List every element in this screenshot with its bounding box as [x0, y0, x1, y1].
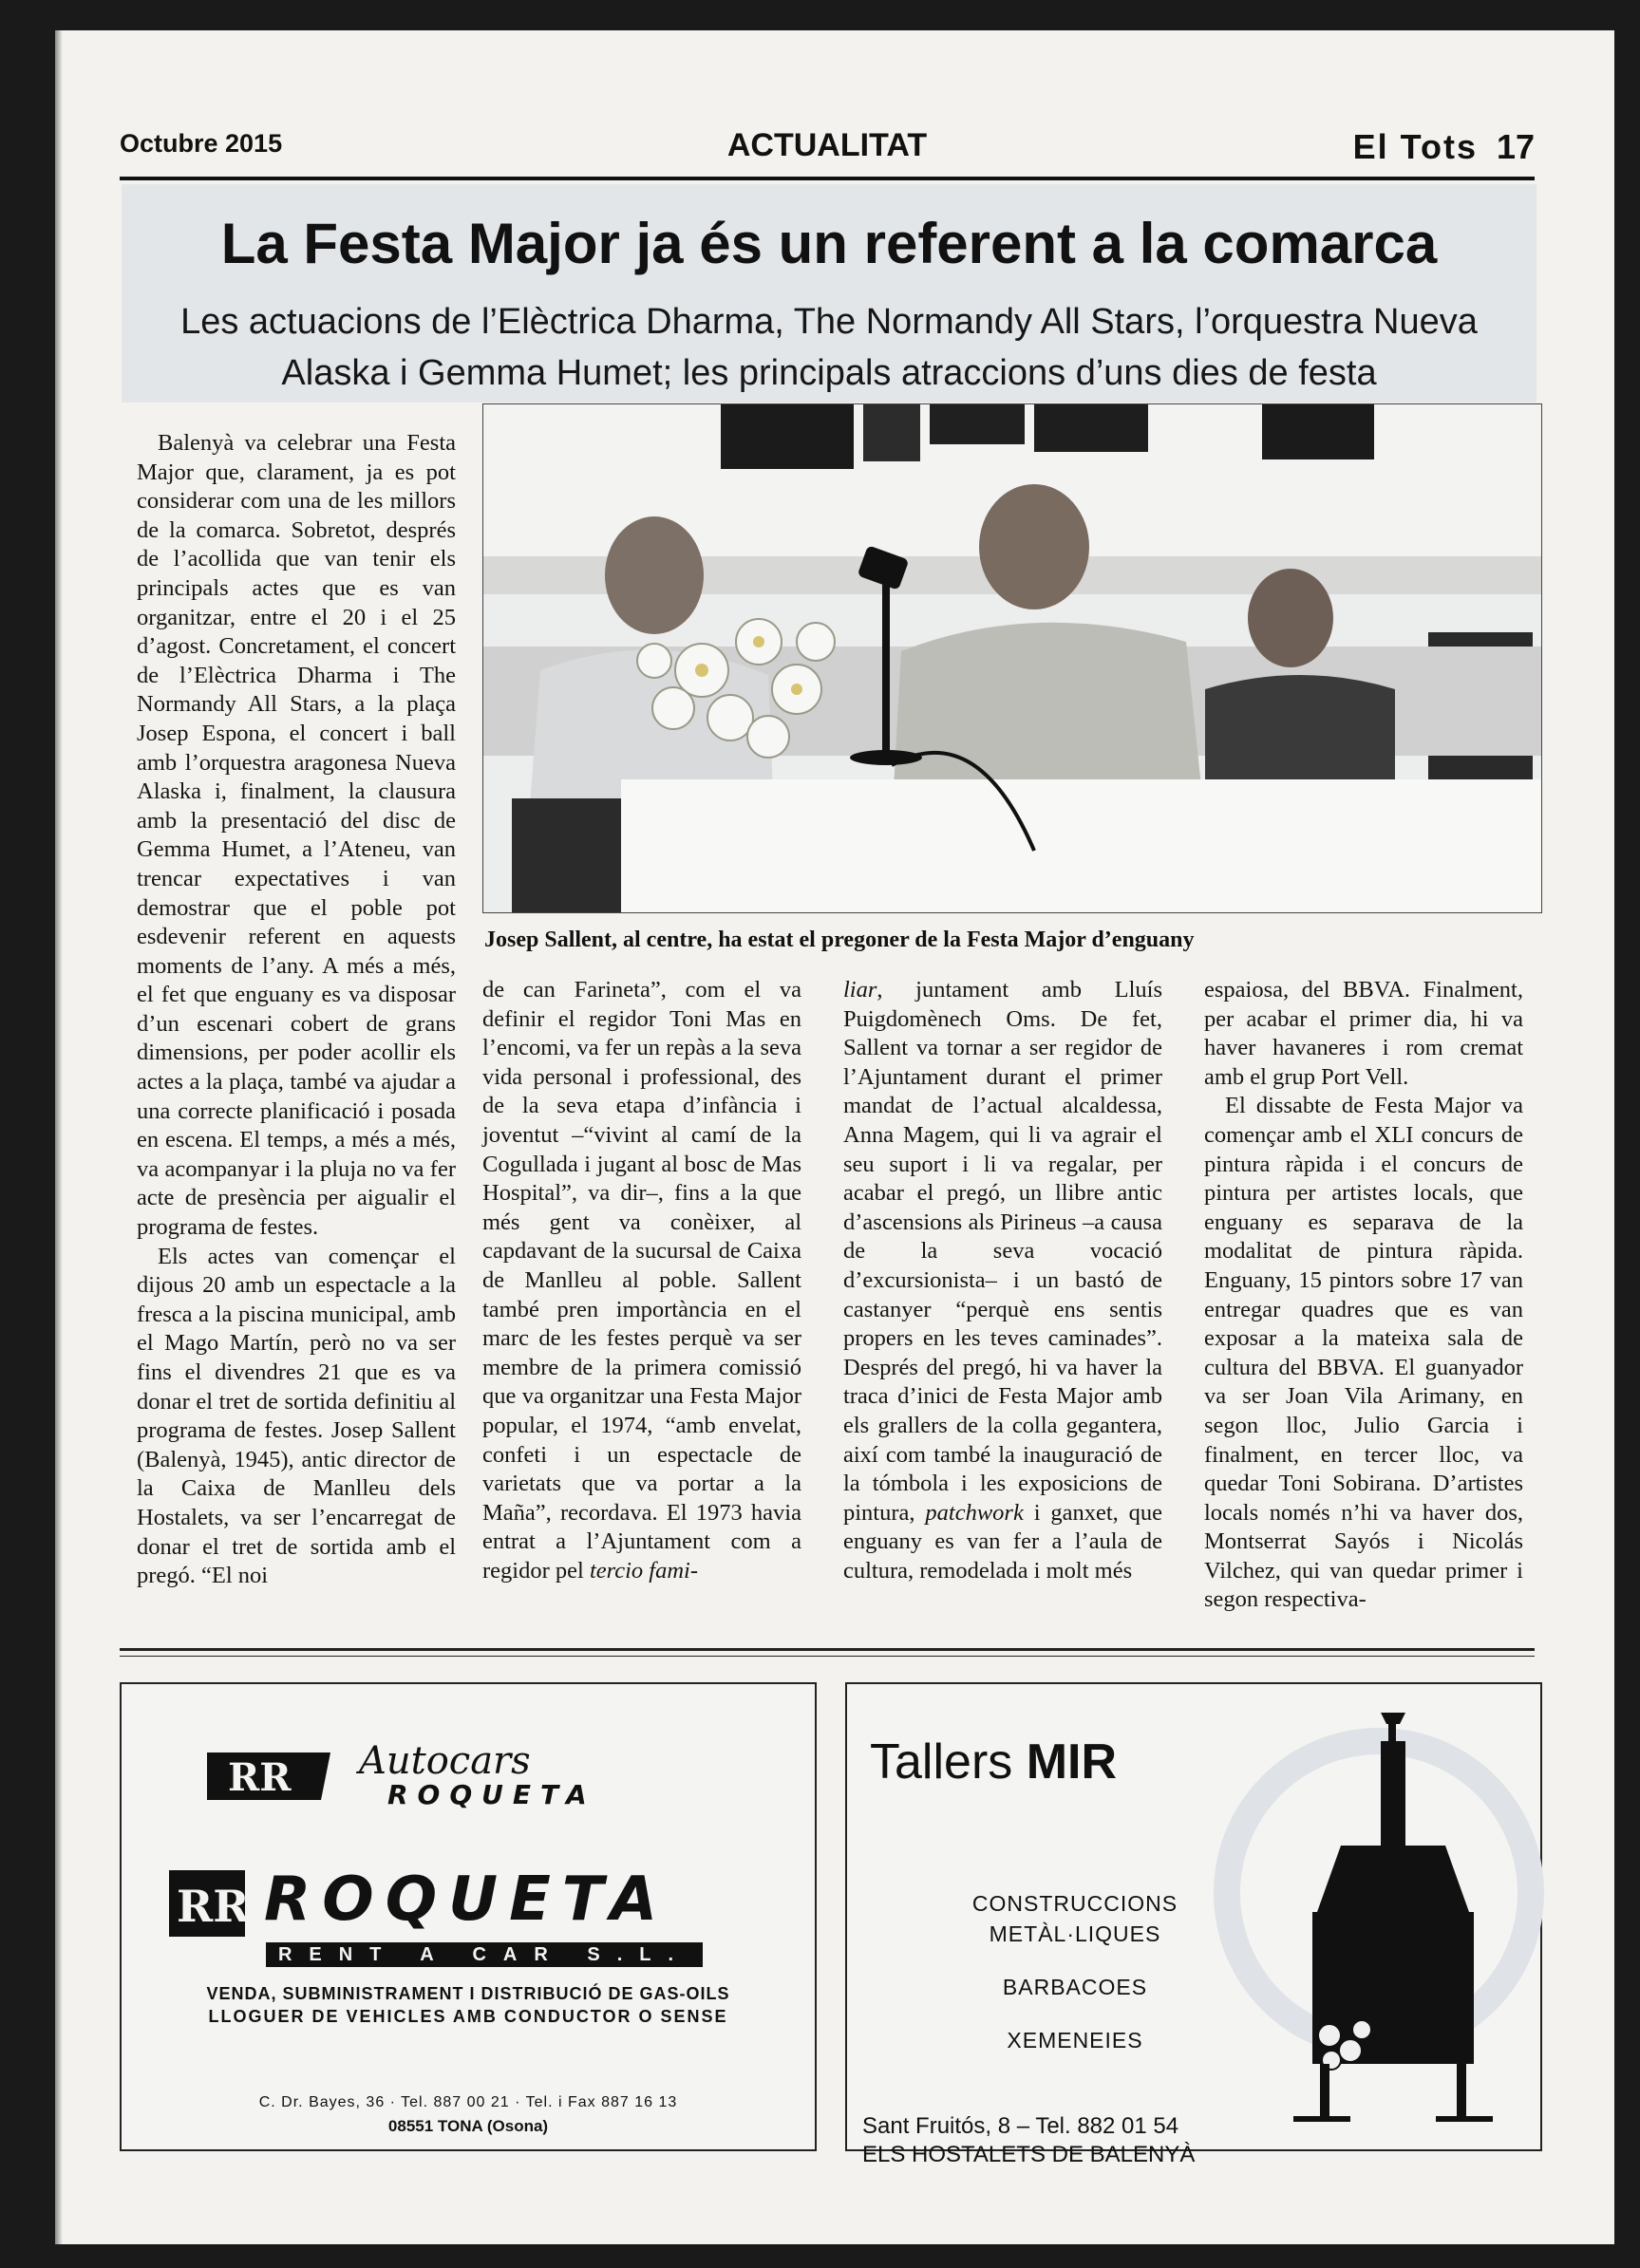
article-paragraph: Balenyà va celebrar una Festa Major que, clarament, ja es pot considerar com una de les millors de la comarca. Sobretot, després de l’acollida que van tenir els principals actes que es van organitzar, entre el 20 i el 25 d’agost. Concretament, el concert de l’Elèctrica Dharma i The Normandy All Stars, a la plaça Josep Espona, el concert i ball amb l’orquestra aragonesa Nueva Alaska i, finalment, la clausura amb la presentació del disc de Gemma Humet, a l’Ateneu, van trencar expectatives i van demostrar que el poble pot esdevenir referent en aquests moments de l’any. A més a més, el fet que enguany es va disposar d’un escenari cobert de grans dimensions, per poder acollir els actes a la plaça, també va ajudar a una correcte planificació i posada en escena. El temps, a més a més, va acompanyar i la pluja no va fer acte de presència per aigualir el programa de festes. — [137, 430, 456, 1241]
title-block — [122, 184, 1536, 403]
article-paragraph: El dissabte de Festa Major va començar amb el XLI concurs de pintura ràpida i el concurs de pintura per artistes locals, que enguany es separava de la modalitat de pintura ràpida. Enguany, 15 pintors sobre 17 van entregar quadres que es van exposar a la mateixa sala de cultura del BBVA. El guanyador va ser Joan Vila Arimany, en segon lloc, Julio Garcia i finalment, en tercer lloc, va quedar Toni Sobirana. D’artistes locals només n’hi va haver dos, Montserrat Sayós i Nicolás Vilchez, qui van quedar primer i segon respectiva- — [1204, 1093, 1523, 1613]
logo-name-small: ROQUETA — [387, 1779, 596, 1810]
article-paragraph: espaiosa, del BBVA. Finalment, per acabar el primer dia, hi va haver havaneres i rom cremat amb el grup Port Vell. — [1204, 977, 1523, 1090]
ad-service-line-2: LLOGUER DE VEHICLES AMB CONDUCTOR O SENSE — [208, 2007, 728, 2026]
press-conference-illustration — [483, 404, 1541, 912]
article-end-rule-thin — [120, 1656, 1535, 1657]
page-number: 17 — [1496, 127, 1535, 166]
article-column-2 — [482, 976, 801, 1652]
article-text: , juntament amb Lluís Puigdomènech Oms. De fet, Sallent va tornar a ser regidor de l’Ajuntament durant el primer mandat de l’actual alcaldessa, Anna Magem, qui li va agrair el seu suport i li va regalar, per acabar el pregó, un llibre antic d’ascensions als Pirineus –a causa de la seva vocació d’excursionista– i un bastó de castanyer “perquè ens sentis propers en les teves caminades”. Després del pregó, hi va haver la traca d’inici de Festa Major amb els grallers de la colla gegantera, així com també la inauguració de la tómbola i les exposicions de pintura, — [843, 977, 1162, 1526]
rent-a-car-band: RENT A CAR S.L. — [266, 1942, 703, 1967]
ad-title — [870, 1734, 1117, 1790]
ad-title-light: Tallers — [870, 1734, 1013, 1790]
article-photo — [482, 403, 1542, 913]
article-italic-text: tercio fami- — [589, 1557, 699, 1584]
article-text: de can Farineta”, com el va definir el regidor Toni Mas en l’encomi, va fer un repàs a la seva vida personal i professional, des de la seva etapa d’infància i joventut –“vivint al camí de la Cogullada i jugant al bosc de Mas Hospital”, va dir–, fins a la que més gent va conèixer, al capdavant de la sucursal de Caixa de Manlleu al poble. Sallent també pren importància en el marc de les festes perquè va ser membre de la primera comissió que va organitzar una Festa Major popular, el 1974, “amb envelat, confeti i un espectacle de varietats que va portar a la Maña”, recordava. El 1973 havia entrat a l’Ajuntament com a regidor pel — [482, 977, 801, 1584]
roqueta-rent-a-car-logo — [169, 1853, 758, 1939]
autocars-roqueta-logo — [207, 1739, 701, 1808]
header-rule — [120, 177, 1535, 180]
ad-address: Sant Fruitós, 8 – Tel. 882 01 54 — [862, 2113, 1179, 2139]
article-column-3 — [843, 976, 1162, 1652]
article-paragraph — [843, 976, 1162, 1585]
page-header — [120, 89, 1535, 173]
publication-name: El Tots — [1352, 127, 1478, 166]
article-italic-text: liar — [843, 977, 877, 1003]
article-paragraph: Els actes van començar el dijous 20 amb un espectacle a la fresca a la piscina municipal, amb el Mago Martín, però no va ser fins el divendres 21 que es va donar el tret de sortida definitiu al programa de festes. Josep Sallent (Balenyà, 1945), antic director de la Caixa de Manlleu dels Hostalets, va ser l’encarregat de donar el tret de sortida amb el pregó. “El noi — [137, 1243, 456, 1589]
ad-city: 08551 TONA (Osona) — [387, 2117, 549, 2135]
barbecue-grill-icon — [1293, 1713, 1502, 2130]
magazine-page — [55, 30, 1614, 2244]
article-end-rule — [120, 1648, 1535, 1651]
subheadline: Les actuacions de l’Elèctrica Dharma, The Normandy All Stars, l’orquestra Nueva Alaska i Gemma Humet; les principals atraccions d’uns dies de festa — [180, 302, 1478, 393]
svg-text:RR: RR — [177, 1881, 250, 1932]
article-italic-text: patchwork — [925, 1499, 1024, 1526]
ad-service-metalliques: METÀL·LIQUES — [989, 1921, 1161, 1946]
ad-title-bold: MIR — [1026, 1734, 1118, 1790]
article-text: i ganxet, que enguany es van fer a l’aula de cultura, remodelada i molt més — [843, 1499, 1163, 1584]
headline: La Festa Major ja és un referent a la comarca — [220, 212, 1438, 275]
ad-service-xemeneies: XEMENEIES — [1007, 2028, 1143, 2052]
article-column-4 — [1204, 976, 1523, 1652]
ad-autocars-roqueta — [120, 1682, 817, 2151]
section-name: ACTUALITAT — [726, 127, 928, 163]
ad-service-construccions: CONSTRUCCIONS — [971, 1891, 1178, 1916]
article-column-1 — [137, 429, 456, 1654]
svg-text:RR: RR — [228, 1755, 292, 1800]
article-paragraph — [482, 976, 801, 1585]
issue-date: Octubre 2015 — [120, 129, 283, 158]
photo-caption: Josep Sallent, al centre, ha estat el pregoner de la Festa Major d’enguany — [484, 928, 1195, 952]
ad-tallers-mir — [845, 1682, 1542, 2167]
ad-address: C. Dr. Bayes, 36 · Tel. 887 00 21 · Tel. i Fax 887 16 13 — [258, 2094, 678, 2110]
ad-service-barbacoes: BARBACOES — [1002, 1975, 1148, 1999]
page-gutter-shadow — [55, 30, 63, 2244]
ad-city: ELS HOSTALETS DE BALENYÀ — [862, 2142, 1196, 2167]
logo-name-large: ROQUETA — [264, 1865, 669, 1935]
ad-service-line-1: VENDA, SUBMINISTRAMENT I DISTRIBUCIÓ DE GAS-OILS — [206, 1984, 730, 2003]
logo-script-text: Autocars — [359, 1739, 531, 1783]
